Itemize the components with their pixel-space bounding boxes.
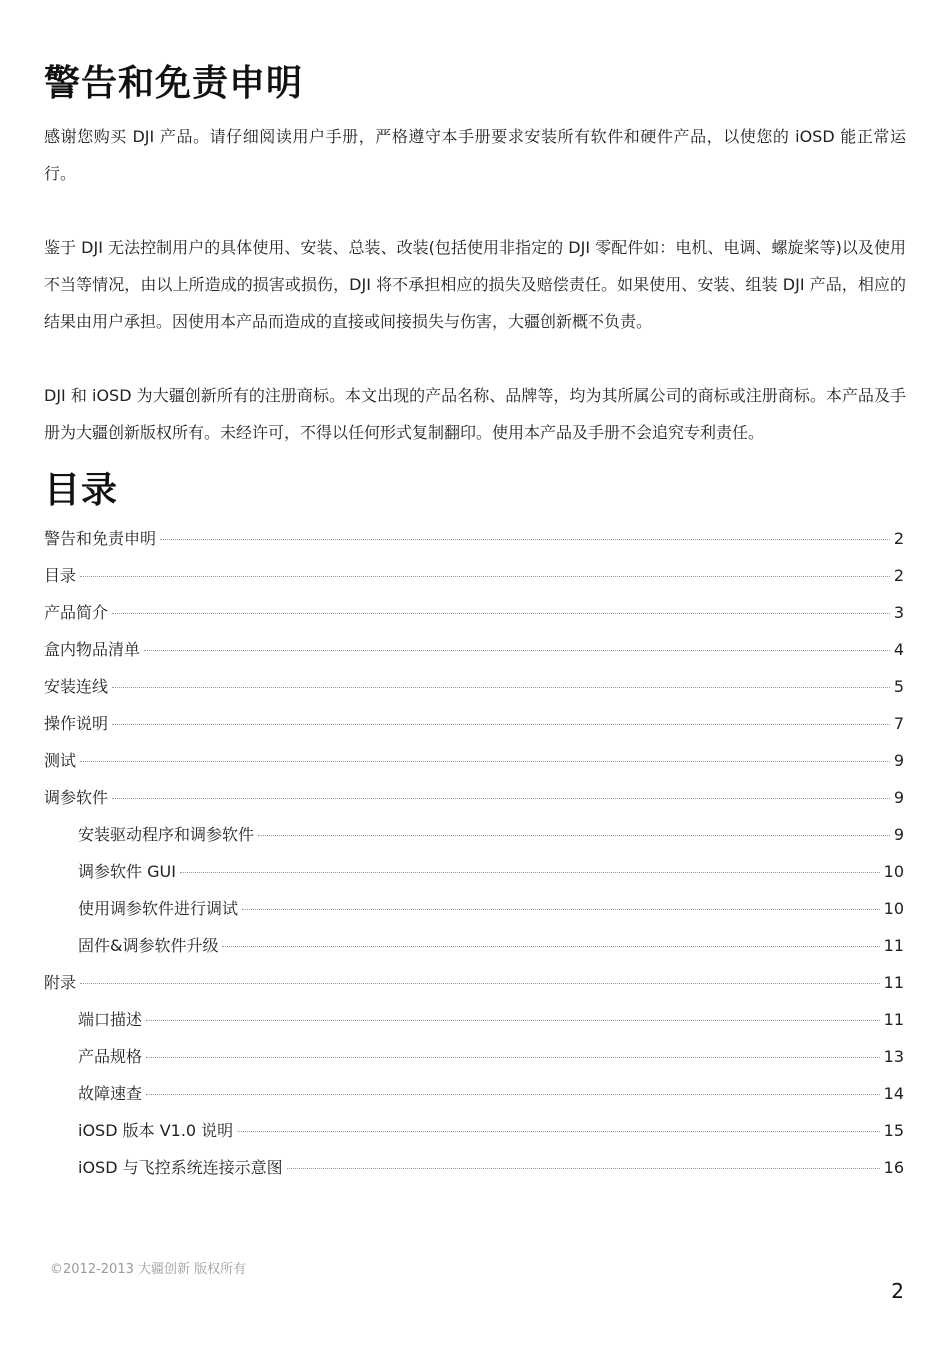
toc-dot-leader <box>237 1131 879 1132</box>
toc-entry[interactable] <box>44 711 904 748</box>
toc-dot-leader <box>146 1094 880 1095</box>
toc-subentry[interactable] <box>44 1044 904 1081</box>
toc-entry[interactable] <box>44 600 904 637</box>
toc-entry-page: 16 <box>883 1158 904 1177</box>
toc-entry-page: 13 <box>883 1047 904 1066</box>
toc-entry-page: 2 <box>893 566 904 585</box>
toc-entry-page: 2 <box>893 529 904 548</box>
toc-subentry[interactable] <box>44 933 904 970</box>
toc-entry-title: 产品简介 <box>44 603 109 622</box>
toc-entry-page: 9 <box>893 751 904 770</box>
toc-dot-leader <box>80 576 890 577</box>
toc-dot-leader <box>146 1057 880 1058</box>
section-title-toc: 目录 <box>44 470 119 511</box>
toc-dot-leader <box>144 650 890 651</box>
toc-subentry[interactable] <box>44 1118 904 1155</box>
toc-entry[interactable] <box>44 785 904 822</box>
toc-entry[interactable] <box>44 674 904 711</box>
toc-entry-page: 11 <box>883 973 904 992</box>
toc-entry-page: 11 <box>883 1010 904 1029</box>
toc-entry-title: 调参软件 GUI <box>78 862 176 881</box>
toc-entry-page: 10 <box>883 899 904 918</box>
toc-entry-title: 安装连线 <box>44 677 109 696</box>
warning-paragraph: DJI 和 iOSD 为大疆创新所有的注册商标。本文出现的产品名称、品牌等，均为其所属公司的商标或注册商标。本产品及手册为大疆创新版权所有。未经许可，不得以任何形式复制翻印。使用本产品及手册不会追究专利责任。 <box>44 386 906 442</box>
table-of-contents <box>44 526 904 1192</box>
toc-dot-leader <box>80 761 890 762</box>
toc-entry-page: 4 <box>893 640 904 659</box>
toc-dot-leader <box>287 1168 880 1169</box>
toc-entry-title: 端口描述 <box>78 1010 143 1029</box>
toc-entry-title: iOSD 版本 V1.0 说明 <box>78 1121 234 1140</box>
toc-dot-leader <box>112 798 890 799</box>
toc-subentry[interactable] <box>44 896 904 933</box>
toc-entry[interactable] <box>44 526 904 563</box>
toc-entry-title: 使用调参软件进行调试 <box>78 899 239 918</box>
toc-entry-title: 调参软件 <box>44 788 109 807</box>
toc-entry-title: 警告和免责申明 <box>44 529 157 548</box>
footer-copyright: ©2012-2013 大疆创新 版权所有 <box>50 1262 247 1277</box>
toc-subentry[interactable] <box>44 1155 904 1192</box>
section-title-warning: 警告和免责申明 <box>44 63 304 104</box>
toc-entry-title: 盒内物品清单 <box>44 640 141 659</box>
toc-entry-page: 10 <box>883 862 904 881</box>
toc-dot-leader <box>242 909 880 910</box>
toc-entry[interactable] <box>44 637 904 674</box>
toc-entry-page: 14 <box>883 1084 904 1103</box>
toc-dot-leader <box>112 613 890 614</box>
warning-paragraph: 感谢您购买 DJI 产品。请仔细阅读用户手册，严格遵守本手册要求安装所有软件和硬件产品，以使您的 iOSD 能正常运行。 <box>44 127 906 183</box>
toc-subentry[interactable] <box>44 859 904 896</box>
toc-entry-title: 产品规格 <box>78 1047 143 1066</box>
toc-dot-leader <box>180 872 880 873</box>
toc-entry-page: 11 <box>883 936 904 955</box>
page-number: 2 <box>891 1279 904 1303</box>
toc-entry[interactable] <box>44 563 904 600</box>
toc-entry-title: 安装驱动程序和调参软件 <box>78 825 255 844</box>
toc-entry-title: 操作说明 <box>44 714 109 733</box>
toc-entry[interactable] <box>44 748 904 785</box>
toc-entry-page: 7 <box>893 714 904 733</box>
toc-entry-page: 9 <box>893 788 904 807</box>
toc-entry-page: 15 <box>883 1121 904 1140</box>
toc-entry[interactable] <box>44 970 904 1007</box>
toc-entry-title: 故障速查 <box>78 1084 143 1103</box>
toc-subentry[interactable] <box>44 822 904 859</box>
toc-subentry[interactable] <box>44 1007 904 1044</box>
toc-subentry[interactable] <box>44 1081 904 1118</box>
toc-dot-leader <box>258 835 890 836</box>
toc-dot-leader <box>80 983 880 984</box>
toc-dot-leader <box>112 687 890 688</box>
toc-entry-page: 3 <box>893 603 904 622</box>
toc-dot-leader <box>160 539 890 540</box>
toc-dot-leader <box>222 946 879 947</box>
warning-paragraph: 鉴于 DJI 无法控制用户的具体使用、安装、总装、改装(包括使用非指定的 DJI 零配件如：电机、电调、螺旋桨等)以及使用不当等情况，由以上所造成的损害或损伤，DJI 将不承担相应的损失及赔偿责任。如果使用、安装、组装 DJI 产品，相应的结果由用户承担。因使用本产品而造成的直接或间接损失与伤害，大疆创新概不负责。 <box>44 238 906 331</box>
toc-dot-leader <box>146 1020 880 1021</box>
toc-entry-title: 固件&调参软件升级 <box>78 936 219 955</box>
toc-entry-title: iOSD 与飞控系统连接示意图 <box>78 1158 283 1177</box>
toc-entry-title: 目录 <box>44 566 77 585</box>
toc-entry-title: 附录 <box>44 973 77 992</box>
toc-dot-leader <box>112 724 890 725</box>
toc-entry-title: 测试 <box>44 751 77 770</box>
toc-entry-page: 9 <box>893 825 904 844</box>
toc-entry-page: 5 <box>893 677 904 696</box>
